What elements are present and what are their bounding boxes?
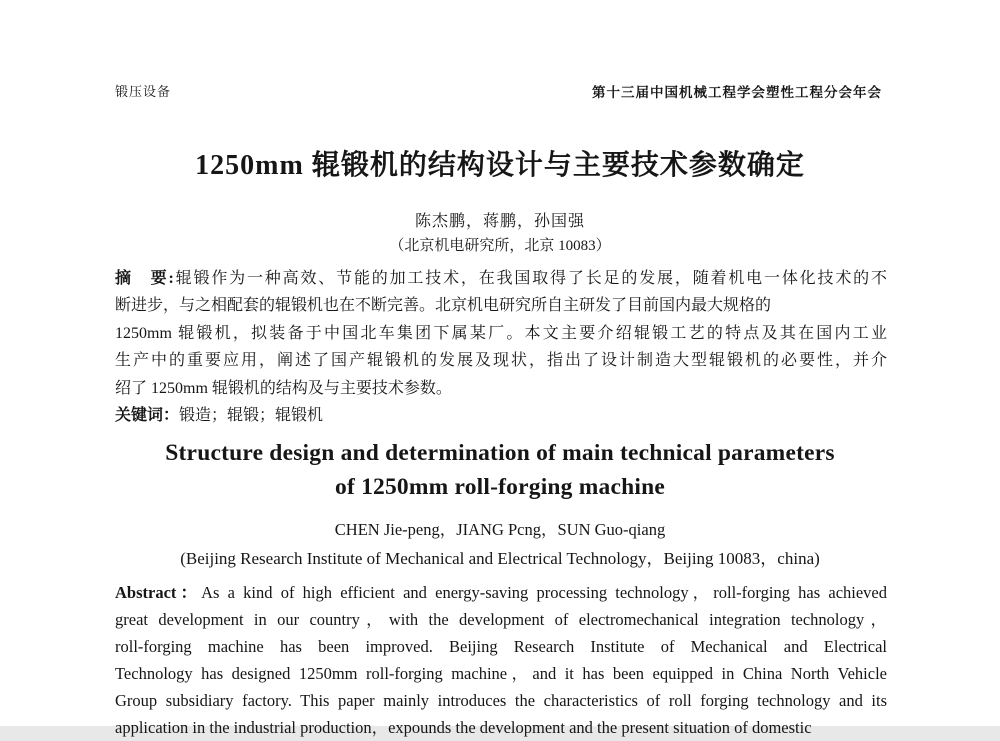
keywords-label: 关键词：: [115, 407, 180, 425]
chinese-authors: 陈杰鹏，蒋鹏，孙国强: [414, 213, 585, 230]
abstract-line: roll-forging machine has been improved. Beijing Research Institute of Mechanical and Electrical: [115, 636, 887, 656]
english-abstract: [115, 580, 887, 741]
abstract-line: 1250mm 辊锻机，拟装备于中国北车集团下属某厂。本文主要介绍辊锻工艺的特点及其在国内工业: [115, 324, 887, 342]
keywords-text: 锻造；辊锻；辊锻机: [179, 407, 324, 425]
running-header-right: 第十三届中国机械工程学会塑性工程分会年会: [592, 85, 882, 100]
abstract-line: [115, 580, 887, 607]
abstract-line-clipped: application in the industrial production，expounds the development and the present situation of domestic: [115, 717, 812, 737]
abstract-line: 断进步，与之相配套的辊锻机也在不断完善。北京机电研究所自主研发了目前国内最大规格的: [115, 297, 772, 315]
chinese-title: 1250mm 辊锻机的结构设计与主要技术参数确定: [195, 150, 805, 181]
abstract-line: 生产中的重要应用，阐述了国产辊锻机的发展及现状，指出了设计制造大型辊锻机的必要性，并介: [115, 352, 887, 370]
english-authors: CHEN Jie-peng，JIANG Pcng，SUN Guo-qiang: [334, 520, 666, 539]
abstract-line: great development in our country，with the development of electromechanical integration technology，: [115, 609, 887, 629]
chinese-affiliation: （北京机电研究所，北京 10083）: [389, 238, 611, 254]
english-affiliation: (Beijing Research Institute of Mechanical and Electrical Technology，Beijing 10083，china): [180, 549, 820, 568]
abstract-line-text: 辊锻作为一种高效、节能的加工技术，在我国取得了长足的发展，随着机电一体化技术的不: [173, 270, 887, 287]
english-title-line2: of 1250mm roll-forging machine: [335, 474, 665, 500]
abstract-line-text: As a kind of high efficient and energy-saving processing technology，roll-forging has achieved: [201, 583, 887, 602]
english-title-line1: Structure design and determination of main technical parameters: [165, 440, 835, 466]
chinese-abstract: [115, 265, 887, 429]
chinese-abstract-label: 摘 要:: [115, 270, 174, 287]
abstract-line: Technology has designed 1250mm roll-forging machine，and it has been equipped in China North Vehicle: [115, 663, 887, 683]
abstract-line: [115, 265, 887, 292]
running-header-left: 锻压设备: [115, 84, 172, 99]
abstract-line: 绍了 1250mm 辊锻机的结构及与主要技术参数。: [115, 379, 452, 397]
english-abstract-label: Abstract：: [115, 583, 202, 602]
keywords-line: [115, 402, 887, 429]
abstract-line: Group subsidiary factory. This paper mainly introduces the characteristics of roll forging technology and its: [115, 690, 887, 710]
